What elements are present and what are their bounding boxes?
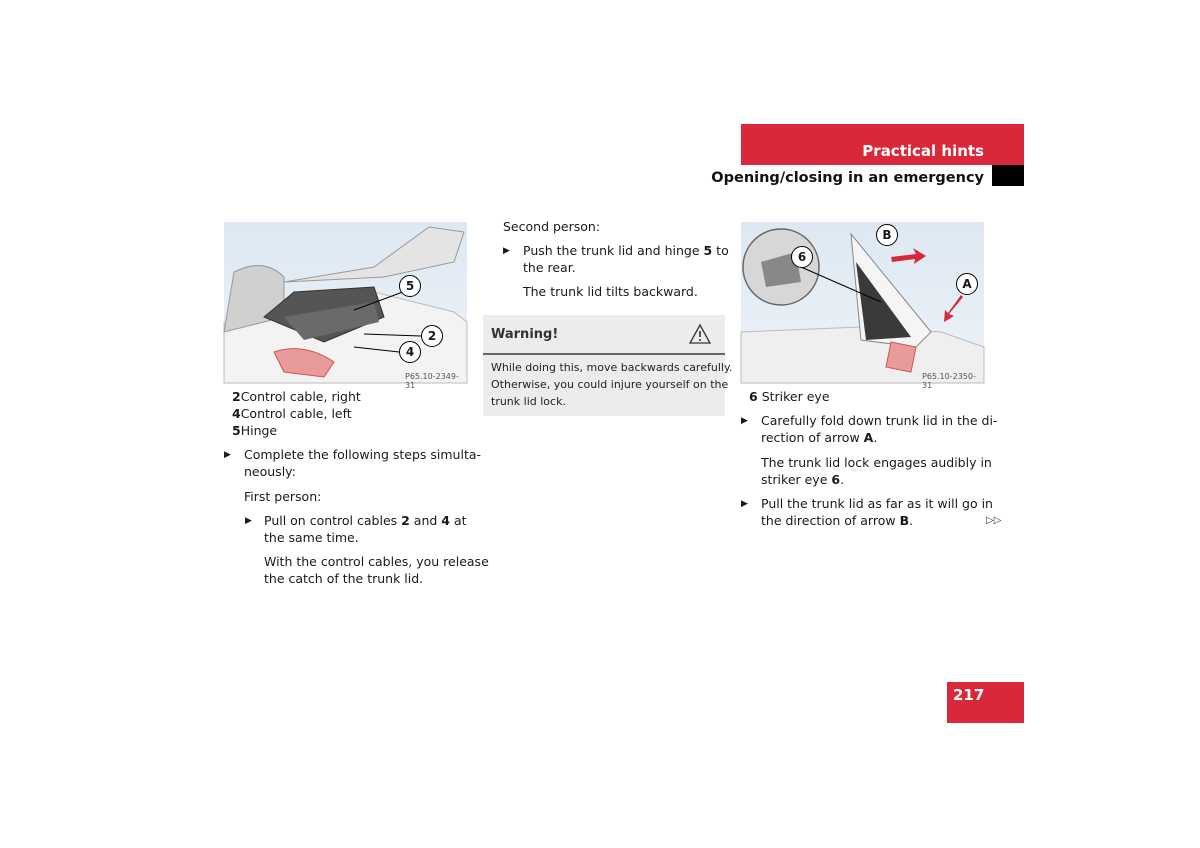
second-person-label: Second person: [503, 219, 601, 234]
bullet-icon: ▶ [741, 499, 748, 509]
warning-text: Otherwise, you could injure yourself on the [491, 378, 729, 391]
trunk-lid-photo [741, 222, 984, 390]
step-text: Complete the following steps simulta- [244, 447, 482, 462]
warning-text: trunk lid lock. [491, 395, 566, 408]
step-text: rection of arrow A. [761, 430, 878, 445]
warning-text: While doing this, move backwards carefully. [491, 361, 733, 374]
callout-6: 6 [791, 246, 813, 268]
result-text: The trunk lid tilts backward. [523, 284, 698, 299]
step-text: the same time. [264, 530, 359, 545]
legend-item: 2Control cable, right [232, 389, 361, 404]
trunk-cables-illustration [224, 222, 467, 383]
result-text: striker eye 6. [761, 472, 845, 487]
callout-5: 5 [399, 275, 421, 297]
step-text: Pull the trunk lid as far as it will go in [761, 496, 993, 511]
result-text: The trunk lid lock engages audibly in [761, 455, 992, 470]
subsection-title: Opening/closing in an emergency [711, 170, 984, 186]
legend-item: 5Hinge [232, 423, 278, 438]
result-text: With the control cables, you release [264, 554, 489, 569]
first-person-label: First person: [244, 489, 322, 504]
callout-A: A [956, 273, 978, 295]
subsection-marker [992, 165, 1024, 186]
continue-icon: ▷▷ [986, 515, 1002, 526]
bullet-icon: ▶ [245, 516, 252, 526]
step-text: Carefully fold down trunk lid in the di- [761, 413, 998, 428]
section-title: Practical hints [862, 142, 984, 160]
bullet-icon: ▶ [224, 450, 231, 460]
bullet-icon: ▶ [503, 246, 510, 256]
callout-4: 4 [399, 341, 421, 363]
step-text: Pull on control cables 2 and 4 at [264, 513, 467, 528]
step-text: the direction of arrow B. [761, 513, 914, 528]
warning-divider [483, 353, 725, 355]
warning-triangle-icon [688, 323, 712, 345]
result-text: the catch of the trunk lid. [264, 571, 424, 586]
warning-title: Warning! [491, 327, 559, 342]
step-text: Push the trunk lid and hinge 5 to [523, 243, 729, 258]
figure-code: P65.10-2349-31 [405, 372, 459, 390]
page-number: 217 [953, 686, 985, 704]
trunk-cables-photo [224, 222, 467, 390]
step-text: neously: [244, 464, 296, 479]
step-text: the rear. [523, 260, 576, 275]
legend-item: 6 Striker eye [749, 389, 830, 404]
figure-code: P65.10-2350-31 [922, 372, 976, 390]
trunk-lid-illustration [741, 222, 984, 383]
legend-item: 4Control cable, left [232, 406, 352, 421]
callout-B: B [876, 224, 898, 246]
bullet-icon: ▶ [741, 416, 748, 426]
callout-2: 2 [421, 325, 443, 347]
